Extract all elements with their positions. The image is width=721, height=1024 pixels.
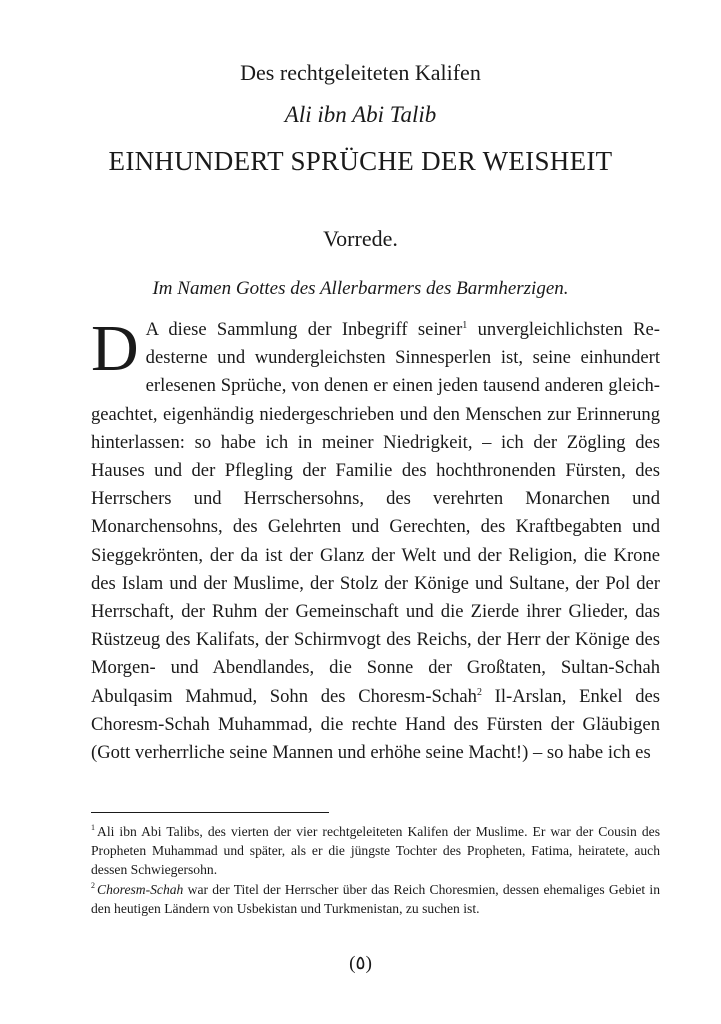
section-heading: Vorrede. (323, 226, 398, 251)
page-number: (٥) (349, 953, 372, 974)
footnote-reference-1[interactable]: 1 (462, 319, 468, 331)
pre-title: Des rechtgeleiteten Kalifen (240, 60, 481, 85)
footnotes (91, 822, 660, 918)
footnote-marker-1: 1 (91, 823, 95, 833)
footnote-divider (91, 812, 329, 813)
body-paragraph (91, 312, 660, 767)
body-text-part-1: A diese Sammlung der Inbegriff seiner (145, 319, 463, 340)
invocation-line: Im Namen Gottes des Allerbarmers des Barmherzigen. (152, 278, 569, 299)
footnote-text-2: war der Titel der Herrscher über das Reich Choresmien, dessen ehemaliges Gebiet in den heutigen Ländern von Usbekistan und Turkmenistan, zu suchen ist. (91, 881, 660, 916)
author-name: Ali ibn Abi Talib (284, 102, 437, 127)
footnote-1 (91, 822, 660, 880)
page-title: EINHUNDERT SPRÜCHE DER WEISHEIT (108, 146, 613, 176)
footnote-term-2: Choresm-Schah (97, 881, 184, 897)
footnote-text-1: Ali ibn Abi Talibs, des vierten der vier rechtgeleiteten Kalifen der Muslime. Er war der Cousin des Propheten Muhammad und später, als er die jüngste Tochter des Propheten, Fatima, heiratete, auch dessen Schwiegersohn. (91, 824, 660, 878)
footnote-reference-2[interactable]: 2 (476, 686, 482, 698)
body-text-part-3: Il-Arslan, Enkel des Choresm-Schah Muhammad, die rechte Hand des Fürsten der Gläubigen (Gott verherrliche seine Mannen und erhöhe seine Macht!) – so habe ich es (91, 685, 660, 764)
footnote-marker-2: 2 (91, 881, 95, 891)
footnote-2 (91, 880, 660, 918)
drop-cap: D (91, 312, 139, 385)
body-text-part-2: unvergleichlichsten Redesterne und wundergleichsten Sinnesperlen ist, seine einhundert erlesenen Sprüche, von denen er einen jeden tausend anderen gleichgeachtet, eigenhändig niedergeschrieben und den Menschen zur Erinnerung hinterlassen: so habe ich in meiner Niedrigkeit, – ich der Zögling des Hauses und der Pflegling der Familie des hochthronenden Fürsten, des Herrschers und Herrschersohns, des verehrten Monarchen und Monarchensohns, des Gelehrten und Gerechten, des Kraftbegabten und Sieggekrönten, der da ist der Glanz der Welt und der Religion, die Krone des Islam und der Muslime, der Stolz der Könige und Sultane, der Pol der Herrschaft, der Ruhm der Gemeinschaft und die Zierde ihrer Glieder, das Rüstzeug des Kalifats, der Schirmvogt des Reichs, der Herr der Könige des Morgen- und Abendlandes, die Sonne der Großtaten, Sultan-Schah Abulqasim Mahmud, Sohn des Choresm-Schah (91, 319, 660, 707)
